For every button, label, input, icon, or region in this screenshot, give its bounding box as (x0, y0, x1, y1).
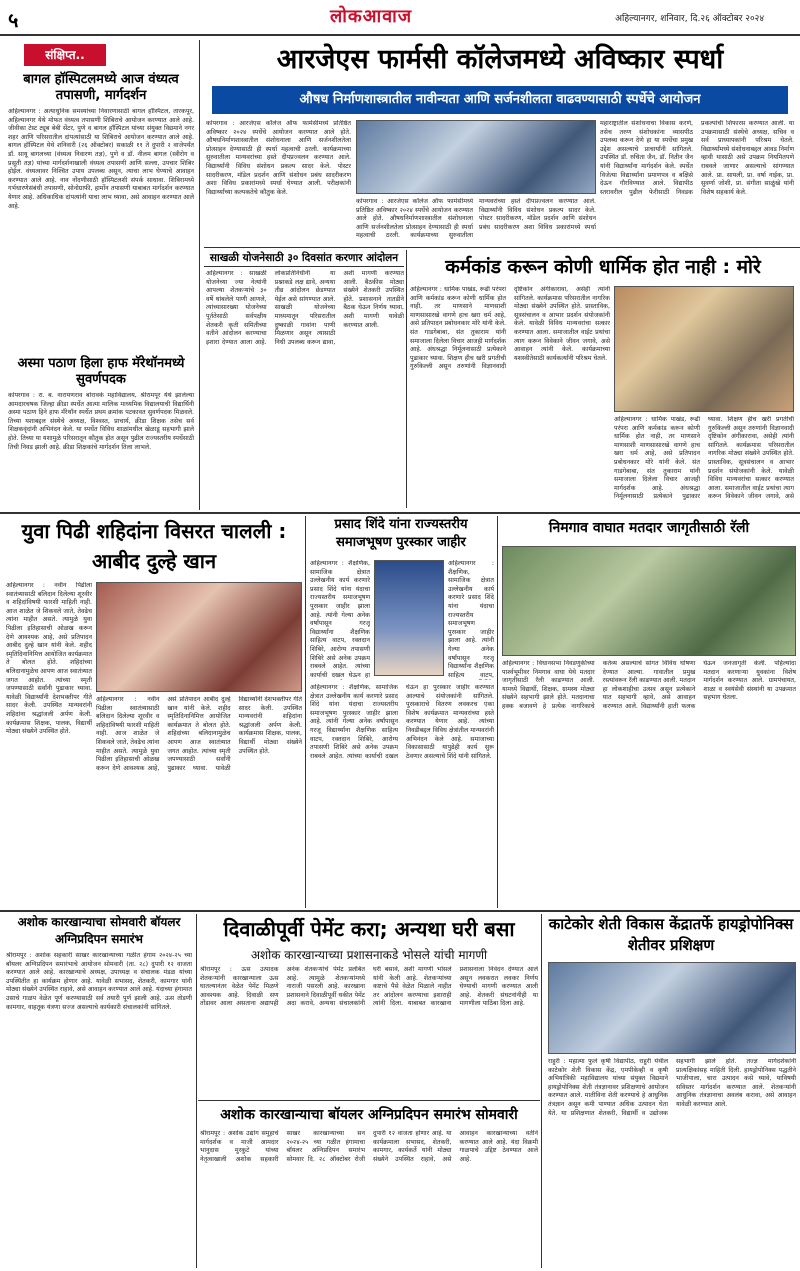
rule-lead-bottom (204, 247, 800, 248)
brief1-text: अहिल्यानगर : अत्याधुनिक समस्यांच्या निवारणासाठी बागल हॉस्पिटल, तारकपूर, अहिल्यानगर येथे मोफत वंध्यत्व तपासणी शिबिराचे आयोजन करण्यात आले आहे. जीवीका टेस्ट ट्यूब बेबी सेंटर, पुणे व बागल हॉस्पिटल यांच्या संयुक्त विद्यमाने नगर शहर आणि परिसरातील दांपत्यांसाठी या शिबिराचे आयोजन करण्यात आले आहे. बागल हॉस्पिटल येथे शनिवारी (२६ ऑक्टोबर) सकाळी ११ ते दुपारी २ वाजेपर्यंत डॉ. सायू बागलच्या (वंध्यत्व निवारण तज्ञ), पुणे व डॉ. नीलम बागल (स्त्रीरोग व प्रसूती तज्ञ) यांच्या मार्गदर्शनाखाली वंध्यत्व तपासणी आणि सल्ला, उपचार शिबिर होईल. वंध्यत्वावर निश्चित उपाय उपलब्ध असून, त्याचा लाभ घेण्याचे आवाहन करण्यात आले आहे. नाव नोंदणीसाठी हॉस्पिटलशी संपर्क साधावा. शिबिरामध्ये गर्भधारणेसंबंधी तपासणी, सोनोग्राफी, हार्मोन तपासणी याबाबत मार्गदर्शन करण्यात येणार आहे. अधिकाधिक दांपत्यांनी याचा लाभ घ्यावा, असे आवाहन करण्यात आले आहे. (8, 108, 194, 210)
story-shahid-text-right: अहिल्यानगर : नवीन पिढीला स्वातंत्र्यासाठी बलिदान दिलेल्या शूरवीर व शहिदांविषयी फारशी माहिती नाही. आज शाळेत जे शिकवले जाते, तेवढेच त्यांना माहीत असते. त्यामुळे युवा पिढीला इतिहासाची ओळख करून देणे आवश्यक आहे, असे प्रतिपादन आबीद दुल्हे खान यांनी केले. शहीद स्मृतिदिनानिमित्त आयोजित कार्यक्रमात ते बोलत होते. शहिदांच्या बलिदानामुळेच आपण आज स्वातंत्र्यात जगत आहोत. त्यांच्या स्मृती जपण्यासाठी सर्वांनी पुढाकार घ्यावा. यावेळी विद्यार्थ्यांनी देशभक्तीपर गीते सादर केली. उपस्थित मान्यवरांनी शहिदांना श्रद्धांजली अर्पण केली. कार्यक्रमास शिक्षक, पालक, विद्यार्थी मोठ्या संख्येने उपस्थित होते. (96, 696, 302, 772)
story-diwali-text: श्रीरामपूर : ऊस उत्पादक शेतकऱ्यांनी कारखान्याला ऊस घातल्यानंतर वेळेत पेमेंट मिळणे आवश्यक आहे. दिवाळी सण तोंडावर आला असताना अद्यापही अनेक शेतकऱ्यांचे पेमेंट प्रलंबित आहे. त्यामुळे शेतकऱ्यांमध्ये नाराजी पसरली आहे. कारखाना प्रशासनाने दिवाळीपूर्वी थकीत पेमेंट अदा करावे, अन्यथा संचालकांनी घरी बसावे, अशी मागणी भोसले यांनी केली आहे. शेतकऱ्यांच्या कष्टाचे पैसे वेळेत मिळाले नाहीत तर आंदोलन करण्याचा इशाराही त्यांनी दिला. याबाबत कारखाना प्रशासनाला निवेदन देण्यात आले असून लवकरात लवकर निर्णय घेण्याची मागणी करण्यात आली आहे. शेतकरी संघटनांनीही या मागणीला पाठिंबा दिला आहे. (200, 966, 538, 1008)
dateline: अहिल्यानगर, शनिवार, दि.२६ ऑक्टोबर २०२४ (615, 14, 764, 24)
story-hydro-text: राहुरी : महात्मा फुले कृषी विद्यापीठ, राहुरी येथील काटेकोर शेती विकास केंद्र, एमपीकेव्ही व कृषी अभियांत्रिकी महाविद्यालय यांच्या संयुक्त विद्यमाने हायड्रोपोनिक्स शेती तंत्रज्ञानावर प्रशिक्षणाचे आयोजन करण्यात आले. मातीविना शेती करण्याचे हे आधुनिक तंत्रज्ञान असून कमी पाण्यात अधिक उत्पादन घेता येते. या प्रशिक्षणात शेतकरी, विद्यार्थी व उद्योजक सहभागी झाले होते. तज्ज्ञ मार्गदर्शकांनी प्रात्यक्षिकांसह माहिती दिली. हायड्रोपोनिक्स पद्धतीने भाजीपाला, चारा उत्पादन कसे घ्यावे, याविषयी सविस्तर मार्गदर्शन करण्यात आले. शेतकऱ्यांनी आधुनिक तंत्रज्ञानाचा अवलंब करावा, असे आवाहन यावेळी करण्यात आले. (548, 1058, 796, 1117)
story-prasad-portrait (374, 560, 444, 676)
lead-photo-exhibition (356, 120, 596, 194)
story-sakhali-headline: साखळी योजनेसाठी ३० दिवसांत करणार आंदोलन (204, 250, 404, 267)
lead-text-mid: कोपरगाव : आरजेएस कॉलेज ऑफ फार्मसीमध्ये प्रतिष्ठित अविष्कार २०२४ स्पर्धेचे आयोजन करण्यात आले होते. औषधनिर्माणशास्त्रातील संशोधनाला आणि सर्जनशीलतेला प्रोत्साहन देण्यासाठी ही स्पर्धा महत्वाची ठरली. कार्यक्रमाच्या सुरुवातीला मान्यवरांच्या हस्ते दीपप्रज्वलन करण्यात आले. विद्यार्थ्यांनी विविध संशोधन प्रकल्प सादर केले. पोस्टर सादरीकरण, मॉडेल प्रदर्शन आणि संशोधन प्रबंध सादरीकरण अशा विविध प्रकारांमध्ये स्पर्धा (356, 198, 596, 240)
story-diwali-headline: दिवाळीपूर्वी पेमेंट करा; अन्यथा घरी बसा (223, 917, 515, 941)
rule-vert-prasad (497, 516, 498, 908)
story-karmakand-photo (614, 286, 794, 412)
sidebar-label: संक्षिप्त.. (24, 44, 106, 66)
story-karmakand-text-right: अहिल्यानगर : धार्मिक पाखंड, रूढी परंपरा आणि कर्मकांड करून कोणी धार्मिक होत नाही, तर माणसाने माणसाशी माणसासारखे वागणे हाच खरा धर्म आहे, असे प्रतिपादन प्रबोधनकार मोरे यांनी केले. संत गाडगेबाबा, संत तुकाराम यांनी समाजाला दिलेला विचार आजही मार्गदर्शक आहे. अंधश्रद्धा निर्मूलनासाठी प्रत्येकाने पुढाकार घ्यावा. शिक्षण हीच खरी प्रगतीची गुरुकिल्ली असून तरुणांनी विज्ञानवादी दृष्टिकोन अंगीकारावा, असेही त्यांनी सांगितले. कार्यक्रमास परिसरातील नागरिक मोठ्या संख्येने उपस्थित होते. प्रास्ताविक, सूत्रसंचालन व आभार प्रदर्शन संयोजकांनी केले. यावेळी विविध मान्यवरांचा सत्कार करण्यात आला. समाजातील वाईट प्रथांचा त्याग करून विवेकाने जीवन जगावे, असे (614, 416, 794, 501)
story-nimgaon-photo (502, 546, 796, 656)
story-boiler2-text: श्रीरामपूर : अशोक उद्योग समूहाचे मार्गदर्शक व माजी आमदार भानुदास मुरकुटे यांच्या नेतृत्वाखाली अशोक सहकारी साखर कारखान्याच्या सन २०२४-२५ च्या गळीत हंगामाचा बॉयलर अग्निप्रदिपन समारंभ सोमवार दि. २८ ऑक्टोबर रोजी दुपारी १२ वाजता होणार आहे. या कार्यक्रमाला सभासद, शेतकरी, कामगार, कार्यकर्ते यांनी मोठ्या संख्येने उपस्थित राहावे, असे आवाहन कारखान्याच्या वतीने करण्यात आले आहे. यंदा विक्रमी गाळपाचे उद्दिष्ट ठेवण्यात आले आहे. (200, 1130, 538, 1163)
rule-vert-diwali (541, 914, 542, 1268)
story-karmakand-headline: कर्मकांड करून कोणी धार्मिक होत नाही : मोरे (445, 256, 761, 278)
lead-subhead: औषध निर्माणशास्त्रातील नावीन्यता आणि सर्जनशीलता वाढवण्यासाठी स्पर्धेचे आयोजन (212, 86, 788, 114)
rule-mid-1 (0, 512, 800, 514)
rule-diwali-bottom (198, 1100, 540, 1101)
newspaper-logo: लोकआवाज (330, 6, 413, 27)
lead-text-right: महाराष्ट्रातील संशोधनाचा विकास करणे, तसेच तरुण संशोधकांना व्यासपीठ उपलब्ध करून देणे हा या स्पर्धेचा प्रमुख उद्देश असल्याचे प्राचार्यांनी सांगितले. उपस्थित डॉ. रुचिता जैन, डॉ. नितीन जैन यांनी विद्यार्थ्यांना मार्गदर्शन केले. स्पर्धेत विजेत्या विद्यार्थ्यांना प्रमाणपत्र व बक्षिसे देऊन गौरविण्यात आले. विद्यापीठ स्तरावरील पुढील फेरीसाठी निवडक प्रकल्पांची शिफारस करण्यात आली. या उपक्रमासाठी संस्थेचे अध्यक्ष, सचिव व सर्व प्राध्यापकांनी परिश्रम घेतले. विद्यार्थ्यांमध्ये संशोधनाबद्दल आवड निर्माण व्हावी यासाठी असे उपक्रम नियमितपणे राबवले जाणार असल्याचे सांगण्यात आले. प्रा. सायली, प्रा. वर्षा नाईक, प्रा. सुवर्णा जोशी, प्रा. संगीता साळुंखे यांनी विशेष सहकार्य केले. (600, 120, 794, 196)
story-nimgaon-headline: निमगाव वाघात मतदार जागृतीसाठी रॅली (548, 520, 750, 536)
story-prasad-headline: प्रसाद शिंदे यांना राज्यस्तरीय समाजभूषण पुरस्कार जाहीर (334, 517, 468, 550)
story-boiler-text: श्रीरामपूर : अशोक सहकारी साखर कारखान्याच्या गळीत हंगाम २०२४-२५ च्या बॉयलर अग्निप्रदिपन समारंभाचे आयोजन सोमवारी (ता. २८) दुपारी १२ वाजता करण्यात आले आहे. कारखान्याचे अध्यक्ष, उपाध्यक्ष व संचालक मंडळ यांच्या उपस्थितीत हा कार्यक्रम होणार आहे. यावेळी सभासद, शेतकरी, कामगार यांनी मोठ्या संख्येने उपस्थित राहावे, असे आवाहन करण्यात आले आहे. यंदाच्या हंगामात उसाचे गाळप वेळेत पूर्ण करण्यासाठी सर्व तयारी पूर्ण झाली आहे. ऊस तोडणी कामगार, वाहतूक यंत्रणा सज्ज असल्याचे कार्यकारी संचालकांनी सांगितले. (6, 952, 192, 1011)
rule-mid-2 (0, 910, 800, 912)
story-prasad-text-bottom: अहिल्यानगर : शैक्षणिक, सामाजिक क्षेत्रात उल्लेखनीय कार्य करणारे प्रसाद शिंदे यांना यंदाचा राज्यस्तरीय समाजभूषण पुरस्कार जाहीर झाला आहे. त्यांनी गेल्या अनेक वर्षांपासून गरजू विद्यार्थ्यांना शैक्षणिक साहित्य वाटप, रक्तदान शिबिरे, आरोग्य तपासणी शिबिरे असे अनेक उपक्रम राबवले आहेत. त्यांच्या कार्याची दखल घेऊन हा पुरस्कार जाहीर करण्यात आल्याचे संयोजकांनी सांगितले. पुरस्काराचे वितरण लवकरच एका विशेष कार्यक्रमात मान्यवरांच्या हस्ते करण्यात येणार आहे. त्यांच्या निवडीबद्दल विविध क्षेत्रांतील मान्यवरांनी अभिनंदन केले आहे. समाजाच्या विकासासाठी यापुढेही कार्य सुरू ठेवणार असल्याचे शिंदे यांनी सांगितले. (310, 684, 494, 760)
story-hydro-headline: काटेकोर शेती विकास केंद्रातर्फे हायड्रोपोनिक्स शेतीवर प्रशिक्षण (548, 915, 794, 954)
masthead (0, 0, 800, 36)
brief1-headline: बागल हॉस्पिटलमध्ये आज वंध्यत्व तपासणी, मार्गदर्शन (23, 72, 179, 103)
story-diwali-subhead: अशोक कारखान्याच्या प्रशासनाकडे भोसले यांची मागणी (250, 948, 488, 962)
rule-vert-boiler (196, 914, 197, 1268)
story-shahid-text-left: अहिल्यानगर : नवीन पिढीला स्वातंत्र्यासाठी बलिदान दिलेल्या शूरवीर व शहिदांविषयी फारशी माहिती नाही. आज शाळेत जे शिकवले जाते, तेवढेच त्यांना माहीत असते. त्यामुळे युवा पिढीला इतिहासाची ओळख करून देणे आवश्यक आहे, असे प्रतिपादन आबीद दुल्हे खान यांनी केले. शहीद स्मृतिदिनानिमित्त आयोजित कार्यक्रमात ते बोलत होते. शहिदांच्या बलिदानामुळेच आपण आज स्वातंत्र्यात जगत आहोत. त्यांच्या स्मृती जपण्यासाठी सर्वांनी पुढाकार घ्यावा. यावेळी विद्यार्थ्यांनी देशभक्तीपर गीते सादर केली. उपस्थित मान्यवरांनी शहिदांना श्रद्धांजली अर्पण केली. कार्यक्रमास शिक्षक, पालक, विद्यार्थी मोठ्या संख्येने उपस्थित होते. (6, 582, 92, 736)
rule-vert-shahid (305, 516, 306, 908)
story-nimgaon-text: अहिल्यानगर : विधानसभा निवडणुकीच्या पार्श्वभूमीवर निमगाव वाघा येथे मतदार जागृतीसाठी रॅली काढण्यात आली. यामध्ये विद्यार्थी, शिक्षक, ग्रामस्थ मोठ्या संख्येने सहभागी झाले होते. मतदानाचा हक्क बजावणे हे प्रत्येक नागरिकाचे कर्तव्य असल्याचे सांगत विविध घोषणा देण्यात आल्या. गावातील प्रमुख रस्त्यांवरून रॅली काढण्यात आली. मतदान हा लोकशाहीचा उत्सव असून प्रत्येकाने यात सहभागी व्हावे, असे आवाहन करण्यात आले. विद्यार्थ्यांनी हाती फलक घेऊन जनजागृती केली. पहिल्यांदा मतदान करणाऱ्या युवकांना विशेष मार्गदर्शन करण्यात आले. ग्रामपंचायत, शाळा व स्वयंसेवी संस्थांनी या उपक्रमात सहभाग घेतला. (502, 660, 796, 710)
masthead-rule (0, 34, 800, 36)
story-sakhali-text: अहिल्यानगर : साखळी योजनेच्या ज्या नेत्यांनी आपल्या शेतकऱ्यांचे ३० वर्षे थांबलेले पाणी आणले, त्यांच्यासारख्या योजनेच्या पूर्ततेसाठी सर्वपक्षीय शेतकरी कृती समितीच्या वतीने आंदोलन करण्याचा इशारा देण्यात आला आहे. लोकप्रतिनिधींनी या प्रश्नाकडे लक्ष द्यावे, अन्यथा तीव्र आंदोलन छेडण्यात येईल असे सांगण्यात आले. साखळी योजनेच्या माध्यमातून परिसरातील दुष्काळी गावांना पाणी मिळणार असून त्यासाठी निधी उपलब्ध करून द्यावा, अशी मागणी करण्यात आली. बैठकीस मोठ्या संख्येने शेतकरी उपस्थित होते. प्रशासनाने तातडीने बैठक घेऊन निर्णय घ्यावा, अशी मागणी यावेळी करण्यात आली. (206, 270, 404, 346)
rule-vert-sakhali (406, 250, 407, 508)
story-prasad-text-top: अहिल्यानगर : शैक्षणिक, सामाजिक क्षेत्रात उल्लेखनीय कार्य करणारे प्रसाद शिंदे यांना यंदाचा राज्यस्तरीय समाजभूषण पुरस्कार जाहीर झाला आहे. त्यांनी गेल्या अनेक वर्षांपासून गरजू विद्यार्थ्यांना शैक्षणिक साहित्य वाटप, रक्तदान शिबिरे, आरोग्य तपासणी शिबिरे असे अनेक उपक्रम राबवले आहेत. त्यांच्या कार्याची दखल घेऊन हा (310, 560, 370, 679)
lead-headline: आरजेएस फार्मसी कॉलेजमध्ये अविष्कार स्पर्धा (276, 44, 724, 75)
story-hydro-photo (548, 962, 796, 1054)
page-number: ५ (8, 8, 19, 32)
lead-text-left: कोपरगाव : आरजेएस कॉलेज ऑफ फार्मसीमध्ये प्रतिष्ठित अविष्कार २०२४ स्पर्धेचे आयोजन करण्यात आले होते. औषधनिर्माणशास्त्रातील संशोधनाला आणि सर्जनशीलतेला प्रोत्साहन देण्यासाठी ही स्पर्धा महत्वाची ठरली. कार्यक्रमाच्या सुरुवातीला मान्यवरांच्या हस्ते दीपप्रज्वलन करण्यात आले. विद्यार्थ्यांनी विविध संशोधन प्रकल्प सादर केले. पोस्टर सादरीकरण, मॉडेल प्रदर्शन आणि संशोधन प्रबंध सादरीकरण अशा विविध प्रकारांमध्ये स्पर्धा घेण्यात आली. परीक्षकांनी विद्यार्थ्यांच्या कल्पकतेचे कौतुक केले. (206, 120, 351, 196)
story-boiler2-headline: अशोक कारखान्याचा बॉयलर अग्निप्रदिपन समारंभ सोमवारी (220, 1107, 518, 1123)
story-shahid-photo (96, 582, 302, 692)
story-karmakand-text-left: अहिल्यानगर : धार्मिक पाखंड, रूढी परंपरा आणि कर्मकांड करून कोणी धार्मिक होत नाही, तर माणसाने माणसाशी माणसासारखे वागणे हाच खरा धर्म आहे, असे प्रतिपादन प्रबोधनकार मोरे यांनी केले. संत गाडगेबाबा, संत तुकाराम यांनी समाजाला दिलेला विचार आजही मार्गदर्शक आहे. अंधश्रद्धा निर्मूलनासाठी प्रत्येकाने पुढाकार घ्यावा. शिक्षण हीच खरी प्रगतीची गुरुकिल्ली असून तरुणांनी विज्ञानवादी दृष्टिकोन अंगीकारावा, असेही त्यांनी सांगितले. कार्यक्रमास परिसरातील नागरिक मोठ्या संख्येने उपस्थित होते. प्रास्ताविक, सूत्रसंचालन व आभार प्रदर्शन संयोजकांनी केले. यावेळी विविध मान्यवरांचा सत्कार करण्यात आला. समाजातील वाईट प्रथांचा त्याग करून विवेकाने जीवन जगावे, असे आवाहन त्यांनी केले. कार्यक्रमाच्या यशस्वीतेसाठी कार्यकर्त्यांनी परिश्रम घेतले. (410, 286, 610, 371)
story-prasad-text-side: अहिल्यानगर : शैक्षणिक, सामाजिक क्षेत्रात उल्लेखनीय कार्य करणारे प्रसाद शिंदे यांना यंदाचा राज्यस्तरीय समाजभूषण पुरस्कार जाहीर झाला आहे. त्यांनी गेल्या अनेक वर्षांपासून गरजू विद्यार्थ्यांना शैक्षणिक साहित्य वाटप, (448, 560, 494, 679)
brief2-headline: अस्मा पठाण हिला हाफ मॅरेथॉनमध्ये सुवर्णपदक (17, 356, 185, 387)
story-shahid-headline: युवा पिढी शहिदांना विसरत चालली : आबीद दुल्हे खान (21, 519, 287, 573)
story-boiler-headline: अशोक कारखान्याचा सोमवारी बॉयलर अग्निप्रदिपन समारंभ (17, 915, 181, 946)
sidebar (0, 40, 200, 510)
brief2-text: कोपरगाव : रा. ब. नारायणराव बोरावके महाविद्यालय, श्रीरामपूर येथे झालेल्या आमदारचषक जिल्हा क्रीडा स्पर्धेत आत्मा मालिक माध्यमिक विद्यालयाची विद्यार्थिनी अस्मा पठाण हिने हाफ मॅरेथॉन स्पर्धेत प्रथम क्रमांक पटकावत सुवर्णपदक मिळवले. तिच्या यशाबद्दल संस्थेचे अध्यक्ष, विश्वस्त, प्राचार्य, क्रीडा शिक्षक तसेच सर्व शिक्षकवृंदांनी अभिनंदन केले. या स्पर्धेत विविध शाळांमधील खेळाडू सहभागी झाले होते. तिच्या या यशामुळे परिसरातून कौतुक होत असून पुढील राज्यस्तरीय स्पर्धेसाठी तिची निवड झाली आहे. क्रीडा शिक्षकांचे मार्गदर्शन तिला लाभले. (8, 392, 194, 451)
